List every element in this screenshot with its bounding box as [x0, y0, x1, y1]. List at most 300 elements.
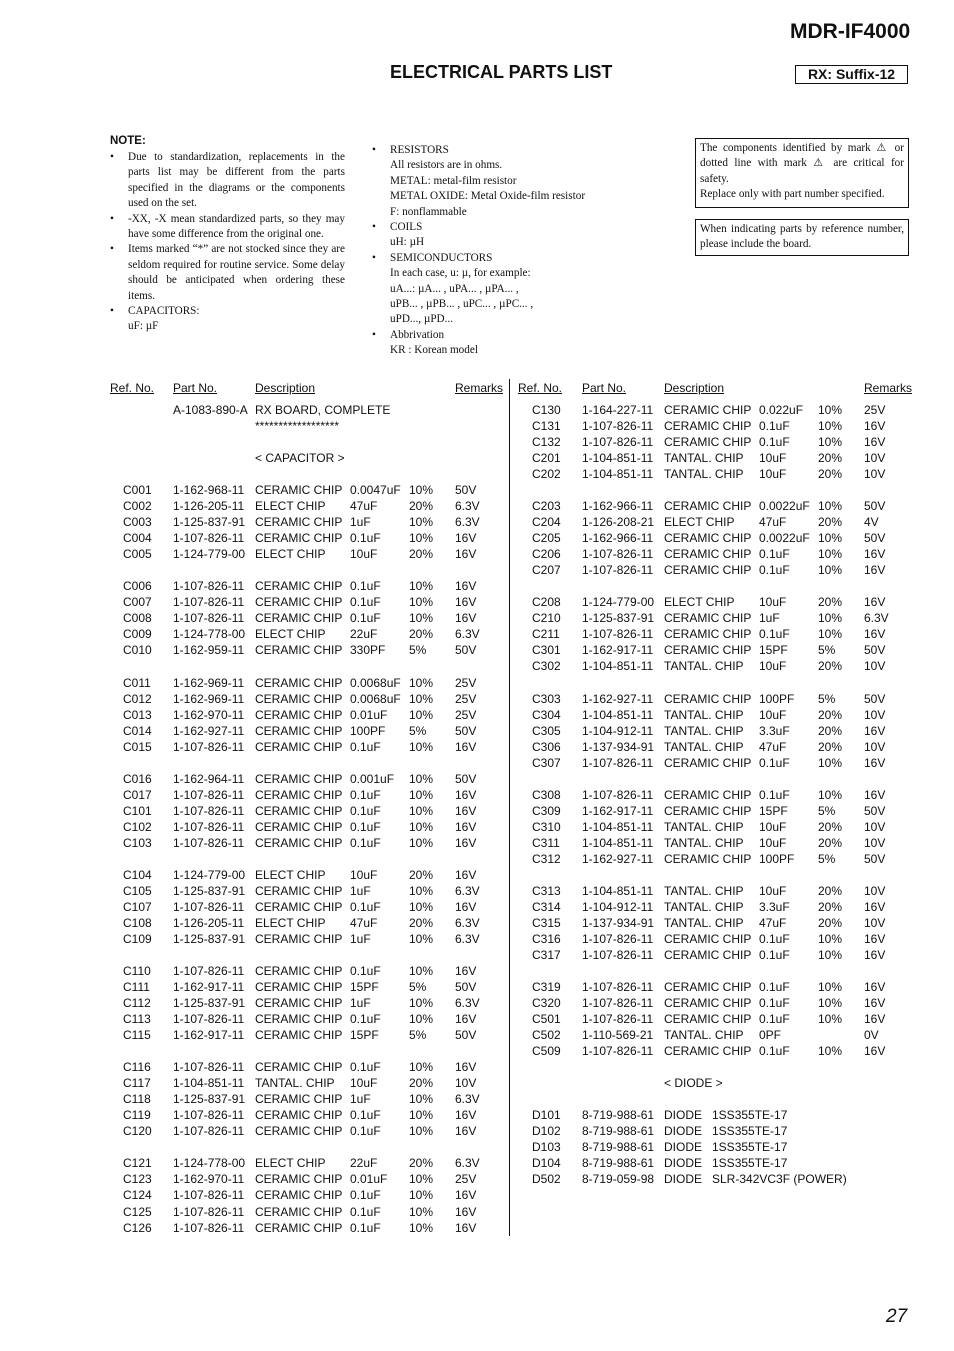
cell-desc: TANTAL. CHIP	[664, 451, 744, 466]
cell-tol: 10%	[409, 787, 434, 802]
cell-part: 1-107-826-11	[173, 579, 245, 594]
table-row	[519, 1011, 919, 1027]
cell-val: 0.0047uF	[350, 483, 401, 498]
cell-desc: CERAMIC CHIP	[664, 419, 752, 434]
cell-desc: TANTAL. CHIP	[664, 899, 744, 914]
cell-part: 1-107-826-11	[173, 1124, 245, 1139]
table-row	[110, 995, 510, 1011]
note-line: In each case, u: µ, for example:	[390, 267, 531, 280]
cell-desc: ELECT CHIP	[255, 627, 326, 642]
cell-part: 1-124-779-00	[173, 867, 246, 882]
cell-volt: 50V	[455, 483, 477, 498]
cell-desc: CERAMIC CHIP	[255, 771, 343, 786]
table-row	[519, 482, 919, 498]
cell-val: 330PF	[350, 643, 386, 658]
cell-desc: TANTAL. CHIP	[664, 723, 744, 738]
table-row	[519, 450, 919, 466]
cell-val: 10uF	[759, 659, 787, 674]
cell-ref: C004	[123, 531, 152, 546]
table-row	[519, 1171, 919, 1187]
note-item: • -XX, -X mean standardized parts, so they may have some difference from the original one.	[110, 212, 345, 243]
cell-tol: 10%	[818, 627, 843, 642]
table-row	[519, 546, 919, 562]
table-row	[519, 787, 919, 803]
cell-part: 1-104-851-11	[173, 1076, 245, 1091]
cell-ref: C108	[123, 915, 152, 930]
table-row	[110, 1139, 510, 1155]
table-row	[519, 1107, 919, 1123]
cell-val: 100PF	[759, 851, 795, 866]
cell-tol: 10%	[409, 819, 434, 834]
cell-ref: C311	[532, 835, 560, 850]
table-row	[110, 1107, 510, 1123]
cell-volt: 16V	[864, 931, 886, 946]
table-row	[110, 1043, 510, 1059]
cell-part: 1-137-934-91	[582, 915, 655, 930]
cell-desc: CERAMIC CHIP	[664, 755, 752, 770]
cell-desc: TANTAL. CHIP	[664, 883, 744, 898]
cell-part: 1-107-826-11	[582, 787, 654, 802]
cell-part: 1-162-917-11	[173, 980, 245, 995]
cell-ref: C316	[532, 931, 561, 946]
table-row	[519, 562, 919, 578]
cell-desc: CERAMIC CHIP	[255, 835, 343, 850]
cell-ref: C103	[123, 835, 152, 850]
cell-tol: 10%	[818, 611, 843, 626]
table-row	[519, 803, 919, 819]
cell-tol: 10%	[409, 1124, 434, 1139]
cell-ref: C306	[532, 739, 561, 754]
cell-val: 0.1uF	[759, 755, 790, 770]
table-row	[519, 642, 919, 658]
cell-volt: 16V	[864, 435, 886, 450]
cell-tol: 10%	[409, 1204, 434, 1219]
table-row	[110, 1027, 510, 1043]
cell-ref: C109	[123, 931, 152, 946]
cell-part: 1-107-826-11	[173, 1108, 245, 1123]
cell-val: 10uF	[759, 707, 787, 722]
cell-val: 0.1uF	[350, 1060, 381, 1075]
table-row	[110, 530, 510, 546]
cell-desc: CERAMIC CHIP	[255, 996, 343, 1011]
table-row	[110, 707, 510, 723]
cell-val: 10uF	[350, 547, 378, 562]
note-line: METAL: metal-film resistor	[390, 174, 517, 187]
note-item: • Due to standardization, replacements in the parts list may be different from the parts specified in the diagrams or the components used on the set.	[110, 150, 345, 212]
table-row	[519, 1139, 919, 1155]
cell-val: 0.1uF	[350, 899, 381, 914]
header-remarks: Remarks	[455, 381, 504, 395]
cell-tol: 20%	[818, 723, 843, 738]
cell-ref: C107	[123, 899, 152, 914]
header-part-no: Part No.	[173, 381, 218, 395]
header-ref-no: Ref. No.	[110, 381, 155, 395]
cell-tol: 10%	[409, 707, 434, 722]
cell-val: 0.1uF	[759, 996, 790, 1011]
cell-desc: TANTAL. CHIP	[664, 739, 744, 754]
cell-volt: 16V	[864, 1044, 886, 1059]
cell-volt: 25V	[455, 707, 477, 722]
table-row	[110, 739, 510, 755]
cell-part: 1-104-851-11	[582, 467, 654, 482]
table-row	[519, 915, 919, 931]
cell-ref: D103	[532, 1140, 561, 1155]
cell-ref: C207	[532, 563, 561, 578]
cell-desc: CERAMIC CHIP	[664, 803, 752, 818]
table-row	[110, 402, 510, 418]
cell-tol: 20%	[818, 835, 843, 850]
cell-volt: 16V	[864, 948, 886, 963]
table-row	[519, 931, 919, 947]
cell-ref: C319	[532, 980, 561, 995]
cell-part: 1-107-826-11	[173, 611, 245, 626]
cell-part: 1-107-826-11	[173, 899, 245, 914]
cell-desc: ELECT CHIP	[255, 547, 326, 562]
cell-desc: CERAMIC CHIP	[255, 1012, 343, 1027]
cell-part: 1-110-569-21	[582, 1028, 654, 1043]
cell-desc: CERAMIC CHIP	[255, 1028, 343, 1043]
cell-tol: 20%	[818, 883, 843, 898]
cell-desc: CERAMIC CHIP	[664, 499, 752, 514]
cell-tol: 10%	[409, 595, 434, 610]
cell-part: 1-107-826-11	[173, 819, 245, 834]
table-row	[110, 578, 510, 594]
cell-ref: C008	[123, 611, 152, 626]
cell-tol: 5%	[818, 851, 836, 866]
cell-tol: 10%	[409, 1220, 434, 1235]
cell-part: 1-164-227-11	[582, 403, 654, 417]
cell-val: 0.001uF	[350, 771, 395, 786]
table-row	[519, 1075, 919, 1091]
cell-tol: 10%	[409, 803, 434, 818]
table-row	[110, 979, 510, 995]
table-row	[110, 418, 510, 434]
suffix-badge: RX: Suffix-12	[795, 65, 908, 84]
cell-ref: C110	[123, 964, 151, 979]
note-section-title: • COILS	[390, 221, 423, 234]
cell-volt: 10V	[864, 451, 886, 466]
table-row	[519, 979, 919, 995]
cell-tol: 20%	[818, 595, 843, 610]
cell-ref: D101	[532, 1108, 561, 1123]
cell-ref: C312	[532, 851, 561, 866]
cell-val: 47uF	[759, 739, 787, 754]
table-row	[519, 899, 919, 915]
table-row	[110, 1171, 510, 1187]
cell-tol: 5%	[409, 980, 427, 995]
table-row	[519, 402, 919, 418]
cell-ref: C304	[532, 707, 561, 722]
cell-val: 0.1uF	[350, 1220, 381, 1235]
table-row	[110, 1204, 510, 1220]
table-row	[110, 626, 510, 642]
table-row	[519, 835, 919, 851]
cell-part: 1-104-851-11	[582, 451, 654, 466]
cell-volt: 16V	[455, 579, 477, 594]
cell-tol: 10%	[818, 403, 843, 417]
cell-volt: 16V	[864, 547, 886, 562]
cell-volt: 16V	[864, 899, 886, 914]
cell-desc: CERAMIC CHIP	[664, 931, 752, 946]
cell-desc: TANTAL. CHIP	[664, 1028, 744, 1043]
page-title: ELECTRICAL PARTS LIST	[390, 62, 613, 82]
cell-tol: 10%	[818, 547, 843, 562]
table-row	[519, 1043, 919, 1059]
cell-volt: 16V	[455, 964, 477, 979]
cell-part: 1-162-959-11	[173, 643, 245, 658]
cell-val: 0.1uF	[350, 787, 381, 802]
cell-tol: 10%	[409, 1012, 434, 1027]
cell-val: 15PF	[350, 1028, 379, 1043]
cell-ref: C202	[532, 467, 561, 482]
cell-val: 0.1uF	[759, 563, 790, 578]
table-row	[519, 530, 919, 546]
cell-part: 1-107-826-11	[582, 435, 654, 450]
cell-part: 1-162-969-11	[173, 691, 245, 706]
cell-tol: 10%	[818, 755, 843, 770]
cell-ref: C111	[123, 980, 150, 995]
cell-val: 0.1uF	[759, 1044, 790, 1059]
cell-desc: ELECT CHIP	[255, 499, 326, 514]
table-row	[110, 947, 510, 963]
cell-part: 1-107-826-11	[173, 595, 245, 610]
cell-tol: 10%	[818, 435, 843, 450]
cell-tol: 10%	[409, 1188, 434, 1203]
note-section	[372, 220, 642, 251]
cell-volt: 4V	[864, 515, 879, 530]
table-row	[519, 819, 919, 835]
cell-val: 0.1uF	[350, 835, 381, 850]
cell-tol: 10%	[818, 563, 843, 578]
cell-ref: C211	[532, 627, 560, 642]
table-row	[110, 434, 510, 450]
cell-ref: C210	[532, 611, 561, 626]
note-section-title: • Abbrivation	[390, 328, 445, 341]
cell-volt: 16V	[455, 1060, 477, 1075]
table-row	[519, 947, 919, 963]
cell-tol: 10%	[409, 996, 434, 1011]
cell-ref: C305	[532, 723, 561, 738]
cell-tol: 10%	[409, 531, 434, 546]
cell-part: 1-107-826-11	[173, 964, 245, 979]
cell-val: 47uF	[759, 915, 787, 930]
cell-desc: CERAMIC CHIP	[664, 948, 752, 963]
table-row	[519, 1027, 919, 1043]
cell-ref: C120	[123, 1124, 152, 1139]
model-number: MDR-IF4000	[790, 20, 911, 43]
cell-val: 0PF	[759, 1028, 782, 1043]
cell-desc: CERAMIC CHIP	[255, 883, 343, 898]
cell-volt: 6.3V	[455, 515, 480, 530]
cell-val: 1uF	[350, 931, 371, 946]
cell-volt: 50V	[864, 803, 886, 818]
cell-desc: DIODE 1SS355TE-17	[664, 1140, 788, 1155]
note-line: F: nonflammable	[390, 205, 467, 218]
header-description: Description	[255, 381, 316, 395]
cell-part: 1-107-826-11	[582, 931, 654, 946]
table-row	[110, 851, 510, 867]
table-row	[519, 626, 919, 642]
cell-val: 3.3uF	[759, 899, 790, 914]
cell-desc: CERAMIC CHIP	[255, 1060, 343, 1075]
cell-desc: CERAMIC CHIP	[255, 1108, 343, 1123]
cell-tol: 10%	[409, 931, 434, 946]
cell-desc: CERAMIC CHIP	[664, 435, 752, 450]
cell-desc: ELECT CHIP	[255, 915, 326, 930]
cell-tol: 20%	[409, 915, 434, 930]
cell-ref: C313	[532, 883, 561, 898]
cell-ref: C126	[123, 1220, 152, 1235]
table-row	[519, 995, 919, 1011]
cell-part: 1-162-969-11	[173, 675, 245, 690]
cell-volt: 16V	[864, 980, 886, 995]
cell-volt: 10V	[864, 883, 886, 898]
cell-val: 0.1uF	[350, 1108, 381, 1123]
cell-desc: CERAMIC CHIP	[255, 819, 343, 834]
cell-ref: C303	[532, 691, 561, 706]
cell-tol: 5%	[409, 723, 427, 738]
cell-tol: 10%	[409, 691, 434, 706]
cell-part: 1-107-826-11	[582, 755, 654, 770]
cell-volt: 50V	[864, 851, 886, 866]
cell-volt: 10V	[864, 915, 886, 930]
cell-ref: C201	[532, 451, 561, 466]
table-row	[110, 562, 510, 578]
cell-desc: CERAMIC CHIP	[255, 723, 343, 738]
note-section	[372, 251, 642, 328]
table-row	[519, 963, 919, 979]
cell-ref: C102	[123, 819, 152, 834]
cell-tol: 10%	[409, 739, 434, 754]
cell-part: 1-107-826-11	[173, 803, 245, 818]
cell-ref: C121	[123, 1156, 152, 1171]
cell-ref: C130	[532, 403, 561, 417]
cell-desc: CERAMIC CHIP	[255, 483, 343, 498]
board-notice-box: When indicating parts by reference number, please include the board.	[695, 219, 909, 256]
cell-part: 1-125-837-91	[582, 611, 655, 626]
cell-desc: CERAMIC CHIP	[664, 531, 752, 546]
cell-part: 1-162-968-11	[173, 483, 245, 498]
table-row	[110, 1011, 510, 1027]
cell-val: 0.1uF	[759, 419, 790, 434]
cell-volt: 50V	[455, 1028, 477, 1043]
table-row	[519, 578, 919, 594]
cell-part: 1-124-779-00	[173, 547, 246, 562]
cell-ref: C124	[123, 1188, 152, 1203]
table-row	[110, 1155, 510, 1171]
cell-tol: 20%	[818, 467, 843, 482]
cell-desc: < CAPACITOR >	[255, 451, 345, 466]
cell-volt: 50V	[455, 643, 477, 658]
cell-desc: CERAMIC CHIP	[255, 707, 343, 722]
cell-part: 1-126-208-21	[582, 515, 655, 530]
cell-part: 1-162-917-11	[582, 643, 654, 658]
note-line: KR : Korean model	[390, 344, 478, 357]
note-item: • CAPACITORS: uF: µF	[110, 304, 345, 335]
cell-tol: 20%	[409, 547, 434, 562]
cell-ref: C208	[532, 595, 561, 610]
cell-desc: CERAMIC CHIP	[255, 675, 343, 690]
cell-part: 1-162-927-11	[582, 851, 654, 866]
cell-ref: C003	[123, 515, 152, 530]
table-row	[519, 739, 919, 755]
table-row	[519, 1123, 919, 1139]
cell-desc: < DIODE >	[664, 1076, 723, 1091]
cell-tol: 10%	[409, 1108, 434, 1123]
notes-left	[110, 150, 345, 335]
cell-ref: C104	[123, 867, 152, 882]
cell-volt: 16V	[455, 531, 477, 546]
cell-part: 1-107-826-11	[582, 1044, 654, 1059]
cell-part: 1-124-778-00	[173, 627, 246, 642]
cell-val: 0.1uF	[350, 595, 381, 610]
cell-tol: 20%	[818, 707, 843, 722]
cell-val: 0.1uF	[759, 787, 790, 802]
cell-tol: 10%	[409, 611, 434, 626]
cell-desc: CERAMIC CHIP	[255, 595, 343, 610]
cell-volt: 6.3V	[455, 915, 480, 930]
cell-part: 1-104-912-11	[582, 899, 654, 914]
cell-val: 0.1uF	[759, 627, 790, 642]
cell-tol: 10%	[409, 1060, 434, 1075]
cell-val: 10uF	[759, 595, 787, 610]
cell-part: 1-162-917-11	[173, 1028, 245, 1043]
cell-desc: TANTAL. CHIP	[664, 915, 744, 930]
cell-ref: C123	[123, 1172, 152, 1187]
cell-tol: 5%	[818, 691, 836, 706]
table-row	[110, 787, 510, 803]
cell-part: 1-107-826-11	[173, 1220, 245, 1235]
note-line: uA...: µA... , uPA... , µPA... ,	[390, 282, 519, 295]
table-row	[110, 1059, 510, 1075]
table-row	[110, 658, 510, 674]
cell-tol: 5%	[409, 1028, 427, 1043]
cell-volt: 50V	[455, 771, 477, 786]
cell-part: 1-162-927-11	[582, 691, 654, 706]
cell-part: 1-107-826-11	[173, 1012, 245, 1027]
cell-desc: ******************	[255, 419, 340, 434]
table-row	[110, 1091, 510, 1107]
cell-tol: 20%	[818, 659, 843, 674]
cell-ref: C309	[532, 803, 561, 818]
table-row	[110, 1075, 510, 1091]
cell-part: 1-107-826-11	[173, 1204, 245, 1219]
table-row	[110, 546, 510, 562]
cell-volt: 25V	[455, 675, 477, 690]
cell-desc: CERAMIC CHIP	[664, 1044, 752, 1059]
cell-desc: CERAMIC CHIP	[255, 515, 343, 530]
cell-desc: ELECT CHIP	[255, 1156, 326, 1171]
table-row	[110, 1187, 510, 1203]
cell-part: 1-126-205-11	[173, 499, 245, 514]
cell-desc: RX BOARD, COMPLETE	[255, 403, 391, 417]
header-description-right: Description	[664, 381, 725, 395]
cell-volt: 0V	[864, 1028, 879, 1043]
table-row	[519, 771, 919, 787]
cell-volt: 50V	[455, 980, 477, 995]
cell-part: 1-162-966-11	[582, 499, 654, 514]
cell-val: 0.0022uF	[759, 531, 810, 546]
note-line: METAL OXIDE: Metal Oxide-film resistor	[390, 190, 586, 203]
cell-val: 10uF	[759, 835, 787, 850]
table-row	[519, 610, 919, 626]
table-row	[519, 418, 919, 434]
cell-volt: 10V	[864, 835, 886, 850]
cell-volt: 25V	[455, 691, 477, 706]
cell-tol: 20%	[818, 899, 843, 914]
cell-volt: 6.3V	[864, 611, 889, 626]
cell-val: 22uF	[350, 627, 378, 642]
